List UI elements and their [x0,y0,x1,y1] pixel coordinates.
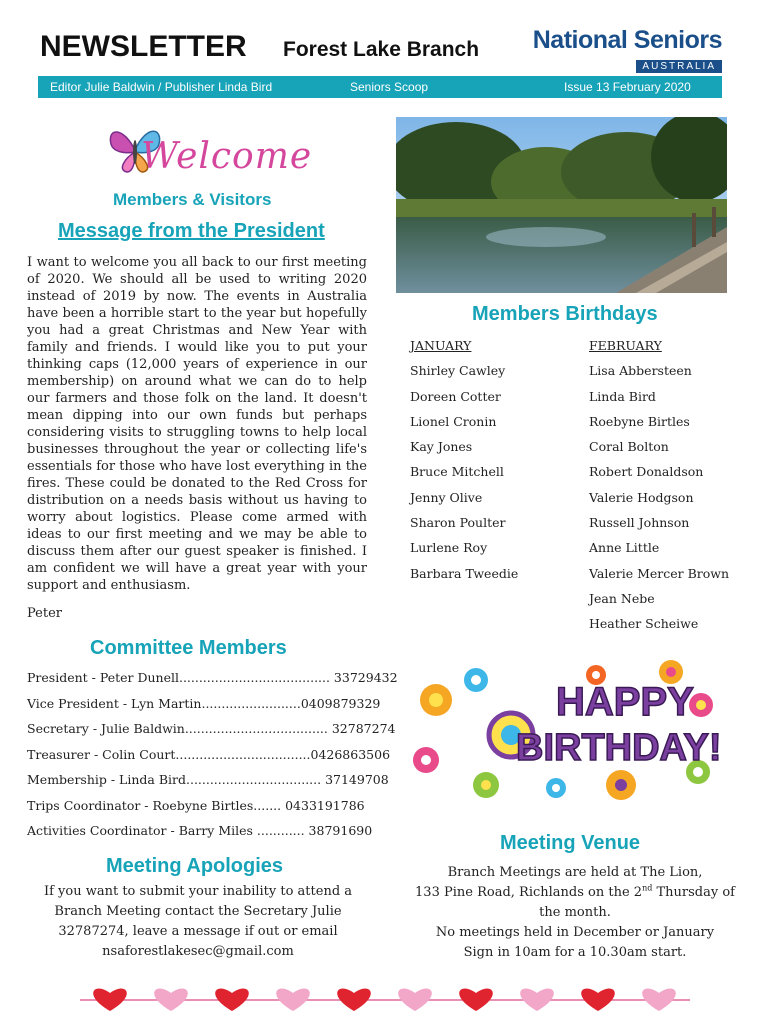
apologies-line: 32787274, leave a message if out or email [58,924,338,939]
president-message: I want to welcome you all back to our first meeting of 2020. We should all be used to writing 2020 instead of 2019 by now. The events in Australia have been a horrible start to the year but hopefully you had a great Christmas and New Year with family and friends. I would like you to put your thinking caps (12,000 years of experience in our membership) on around what we can do to help our farmers and those folk on the land. It doesn't mean dipping into our own funds but perhaps considering visits to struggling towns to help local businesses throughout the year or collecting life's essentials for those who have lost everything in the fires. These could be donated to the Red Cross for distribution on a needs basis without us having to worry about logistics. Please come armed with ideas to our first meeting and we may be able to discuss them after our guest speaker is finished. I am confident we will have a great year with your support and enthusiasm. [27,255,367,593]
logo-main-text: National Seniors [532,26,722,54]
national-seniors-logo [532,26,722,73]
committee-heading: Committee Members [90,637,287,659]
president-heading: Message from the President [58,220,325,242]
branch-name: Forest Lake Branch [283,38,480,61]
heart-icon [459,988,493,1011]
heart-icon [581,988,615,1011]
birthday-name: Bruce Mitchell [410,464,504,480]
editor-publisher: Editor Julie Baldwin / Publisher Linda Bird [50,80,273,94]
hearts-border [80,985,690,1015]
january-birthdays [410,338,518,591]
committee-row: Secretary - Julie Baldwin.................................... 32787274 [27,721,396,736]
heart-icon [276,988,310,1011]
birthday-name: Barbara Tweedie [410,565,519,581]
birthday-name: Valerie Hodgson [589,489,694,505]
apologies-line: Branch Meeting contact the Secretary Julie [54,904,342,919]
venue-text [405,863,745,963]
venue-line: Branch Meetings are held at The Lion, [447,865,703,880]
members-visitors-heading: Members & Visitors [113,190,272,209]
heart-icon [398,988,432,1011]
birthdays-heading: Members Birthdays [472,303,658,325]
birthday-name: Sharon Poulter [410,515,506,531]
venue-line: the month. [539,905,611,920]
heart-icon [215,988,249,1011]
birthday-name: Doreen Cotter [410,388,501,404]
birthday-name: Jenny Olive [410,489,483,505]
venue-address-text: Thursday of [652,885,735,900]
birthday-name: Linda Bird [589,388,656,404]
venue-line: Sign in 10am for a 10.30am start. [463,945,687,960]
venue-line: No meetings held in December or January [435,925,715,940]
february-birthdays [589,338,729,642]
lake-photo [396,117,727,293]
february-label: FEBRUARY [589,338,662,353]
logo-sub-text: AUSTRALIA [636,60,722,73]
committee-row: President - Peter Dunell...................................... 33729432 [27,670,398,685]
birthday-name: Russell Johnson [589,515,690,531]
secretary-email: nsaforestlakesec@gmail.com [102,944,294,959]
birthday-name: Robert Donaldson [589,464,704,480]
birthday-name: Heather Scheiwe [589,616,699,632]
birthday-name: Coral Bolton [589,439,669,455]
newsletter-title: NEWSLETTER [40,30,247,63]
committee-row: Treasurer - Colin Court..................................0426863506 [27,746,391,762]
birthday-name: Valerie Mercer Brown [589,565,730,581]
january-label: JANUARY [410,338,472,353]
heart-icon [642,988,676,1011]
info-bar [38,76,722,98]
venue-address [405,883,745,903]
heart-icon [520,988,554,1011]
committee-row: Vice President - Lyn Martin.........................0409879329 [27,695,381,711]
committee-row: Membership - Linda Bird.................................. 37149708 [27,772,389,787]
apologies-heading: Meeting Apologies [106,855,284,877]
happy-text: HAPPY [556,680,694,724]
issue-date: Issue 13 February 2020 [564,80,691,94]
apologies-line: If you want to submit your inability to attend a [43,884,353,899]
heart-icon [154,988,188,1011]
committee-row: Activities Coordinator - Barry Miles ............ 38791690 [27,823,373,838]
welcome-graphic [105,118,313,190]
apologies-text [28,882,368,962]
ordinal-suffix: nd [642,883,653,893]
venue-heading: Meeting Venue [500,832,641,854]
birthday-name: Shirley Cawley [410,363,506,379]
welcome-script: Welcome [141,136,313,177]
president-signoff: Peter [27,606,62,621]
birthday-name: Kay Jones [410,439,473,455]
birthday-name: Lisa Abbersteen [589,363,692,379]
birthday-name: Jean Nebe [589,590,655,606]
happy-birthday-graphic [406,660,722,800]
birthday-name: Lurlene Roy [410,540,488,556]
venue-address-text: 133 Pine Road, Richlands on the 2 [415,885,643,900]
heart-icon [93,988,127,1011]
birthday-name: Anne Little [589,540,660,556]
birthday-text: BIRTHDAY! [516,727,722,769]
committee-list [27,670,398,849]
birthday-name: Roebyne Birtles [589,413,690,429]
newsletter-name: Seniors Scoop [350,80,429,94]
heart-icon [337,988,371,1011]
committee-row: Trips Coordinator - Roebyne Birtles....... 0433191786 [27,797,365,813]
birthday-name: Lionel Cronin [410,413,497,429]
